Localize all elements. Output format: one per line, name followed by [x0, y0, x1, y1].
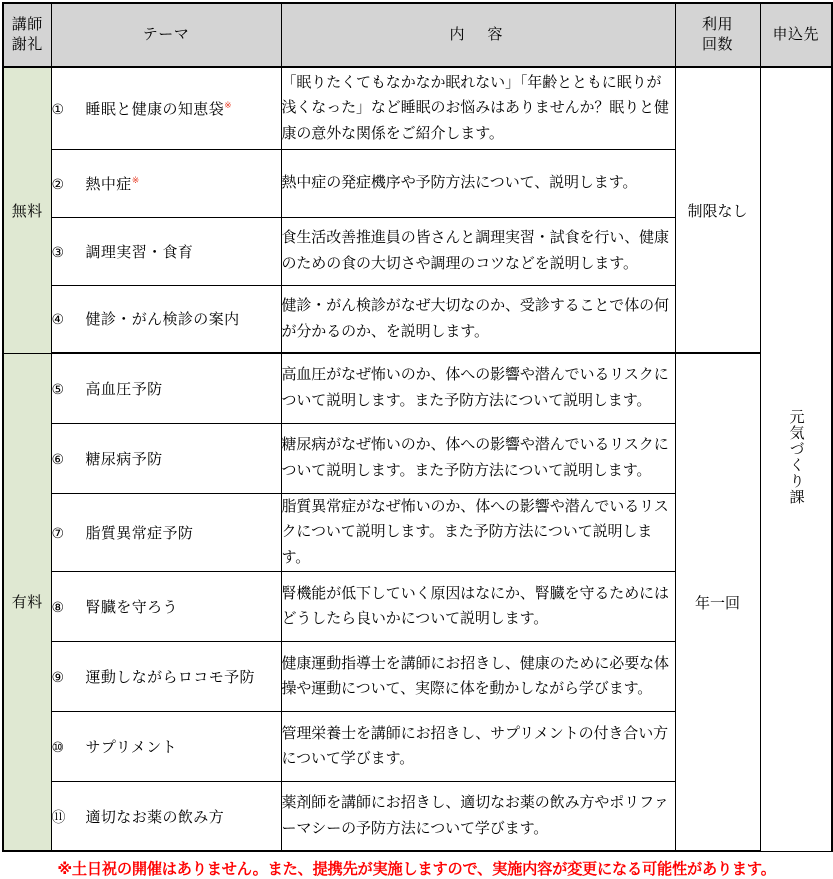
theme-number: ③	[51, 243, 65, 260]
content-cell: 健康運動指導士を講師にお招きし、健康のために必要な体操や運動について、実際に体を動かしながら学びます。	[281, 641, 675, 711]
content-cell: 管理栄養士を講師にお招きし、サプリメントの付き合い方について学びます。	[281, 711, 675, 781]
table-header	[3, 3, 832, 67]
asterisk-mark-icon: ※	[131, 174, 140, 185]
theme-label: 糖尿病予防	[85, 450, 163, 468]
content-cell: 高血圧がなぜ怖いのか、体への影響や潜んでいるリスクについて説明します。また予防方法について説明します。	[281, 353, 675, 423]
content-cell: 食生活改善推進員の皆さんと調理実習・試食を行い、健康のための食の大切さや調理のコツなどを説明します。	[281, 217, 675, 285]
content-cell: 健診・がん検診がなぜ大切なのか、受診することで体の何が分かるのか、を説明します。	[281, 285, 675, 353]
column-header-fee-line1: 講師	[11, 15, 43, 33]
content-cell: 糖尿病がなぜ怖いのか、体への影響や潜んでいるリスクについて説明します。また予防方法について説明します。	[281, 423, 675, 493]
column-header-fee-line2: 謝礼	[11, 36, 43, 53]
course-list-sheet	[0, 2, 833, 879]
column-header-usage-count-line1: 利用	[701, 15, 733, 33]
theme-cell	[51, 641, 281, 711]
theme-number: ⑥	[51, 450, 65, 467]
theme-cell	[51, 149, 281, 217]
usage-count-unlimited: 制限なし	[675, 67, 760, 353]
theme-number: ②	[51, 175, 65, 192]
theme-cell	[51, 493, 281, 571]
column-header-usage-count	[675, 3, 760, 67]
theme-number: ①	[51, 100, 65, 117]
theme-label: 運動しながらロコモ予防	[85, 668, 255, 686]
theme-cell	[51, 217, 281, 285]
theme-number: ⑦	[51, 524, 65, 541]
content-cell: 脂質異常症がなぜ怖いのか、体への影響や潜んでいるリスクについて説明します。また予防方法について説明します。	[281, 493, 675, 571]
theme-cell	[51, 781, 281, 851]
theme-cell	[51, 285, 281, 353]
theme-cell	[51, 67, 281, 149]
theme-number: ⑨	[51, 668, 65, 685]
fee-label-free: 無料	[3, 67, 51, 353]
course-table	[2, 2, 833, 852]
content-cell: 「眠りたくてもなかなか眠れない」「年齢とともに眠りが浅くなった」など睡眠のお悩みはありませんか？眠りと健康の意外な関係をご紹介します。	[281, 67, 675, 149]
header-row	[3, 3, 832, 67]
theme-label: 調理実習・食育	[85, 243, 194, 261]
apply-to-label: 元気づくり課	[787, 409, 805, 506]
column-header-usage-count-line2: 回数	[701, 36, 733, 53]
column-header-fee	[3, 3, 51, 67]
theme-label: 高血圧予防	[85, 380, 163, 398]
theme-cell	[51, 353, 281, 423]
theme-number: ⑩	[51, 738, 65, 755]
fee-label-paid: 有料	[3, 353, 51, 851]
usage-count-yearly: 年一回	[675, 353, 760, 851]
column-header-theme: テーマ	[51, 3, 281, 67]
theme-number: ④	[51, 311, 65, 328]
theme-label: 健診・がん検診の案内	[85, 311, 240, 329]
theme-label: 適切なお薬の飲み方	[85, 808, 225, 826]
theme-cell	[51, 571, 281, 641]
footnote-note: ※土日祝の開催はありません。また、提携先が実施しますので、実施内容が変更になる可能性があります。	[57, 861, 776, 879]
table-row	[3, 67, 832, 149]
theme-label: サプリメント	[85, 738, 178, 756]
table-body	[3, 67, 832, 851]
theme-number: ⑧	[51, 598, 65, 615]
theme-label: 熱中症	[85, 175, 132, 193]
theme-label: 腎臓を守ろう	[85, 598, 178, 616]
theme-label: 睡眠と健康の知恵袋	[85, 100, 225, 118]
apply-to-cell	[760, 67, 832, 851]
theme-number: ⑪	[51, 808, 66, 825]
column-header-content: 内 容	[281, 3, 675, 67]
content-cell: 腎機能が低下していく原因はなにか、腎臓を守るためにはどうしたら良いかについて説明します。	[281, 571, 675, 641]
theme-number: ⑤	[51, 380, 65, 397]
content-cell: 熱中症の発症機序や予防方法について、説明します。	[281, 149, 675, 217]
column-header-apply-to: 申込先	[760, 3, 832, 67]
asterisk-mark-icon: ※	[224, 99, 232, 110]
content-cell: 薬剤師を講師にお招きし、適切なお薬の飲み方やポリファーマシーの予防方法について学びます。	[281, 781, 675, 851]
table-row	[3, 353, 832, 423]
theme-cell	[51, 423, 281, 493]
theme-label: 脂質異常症予防	[85, 524, 194, 542]
theme-cell	[51, 711, 281, 781]
